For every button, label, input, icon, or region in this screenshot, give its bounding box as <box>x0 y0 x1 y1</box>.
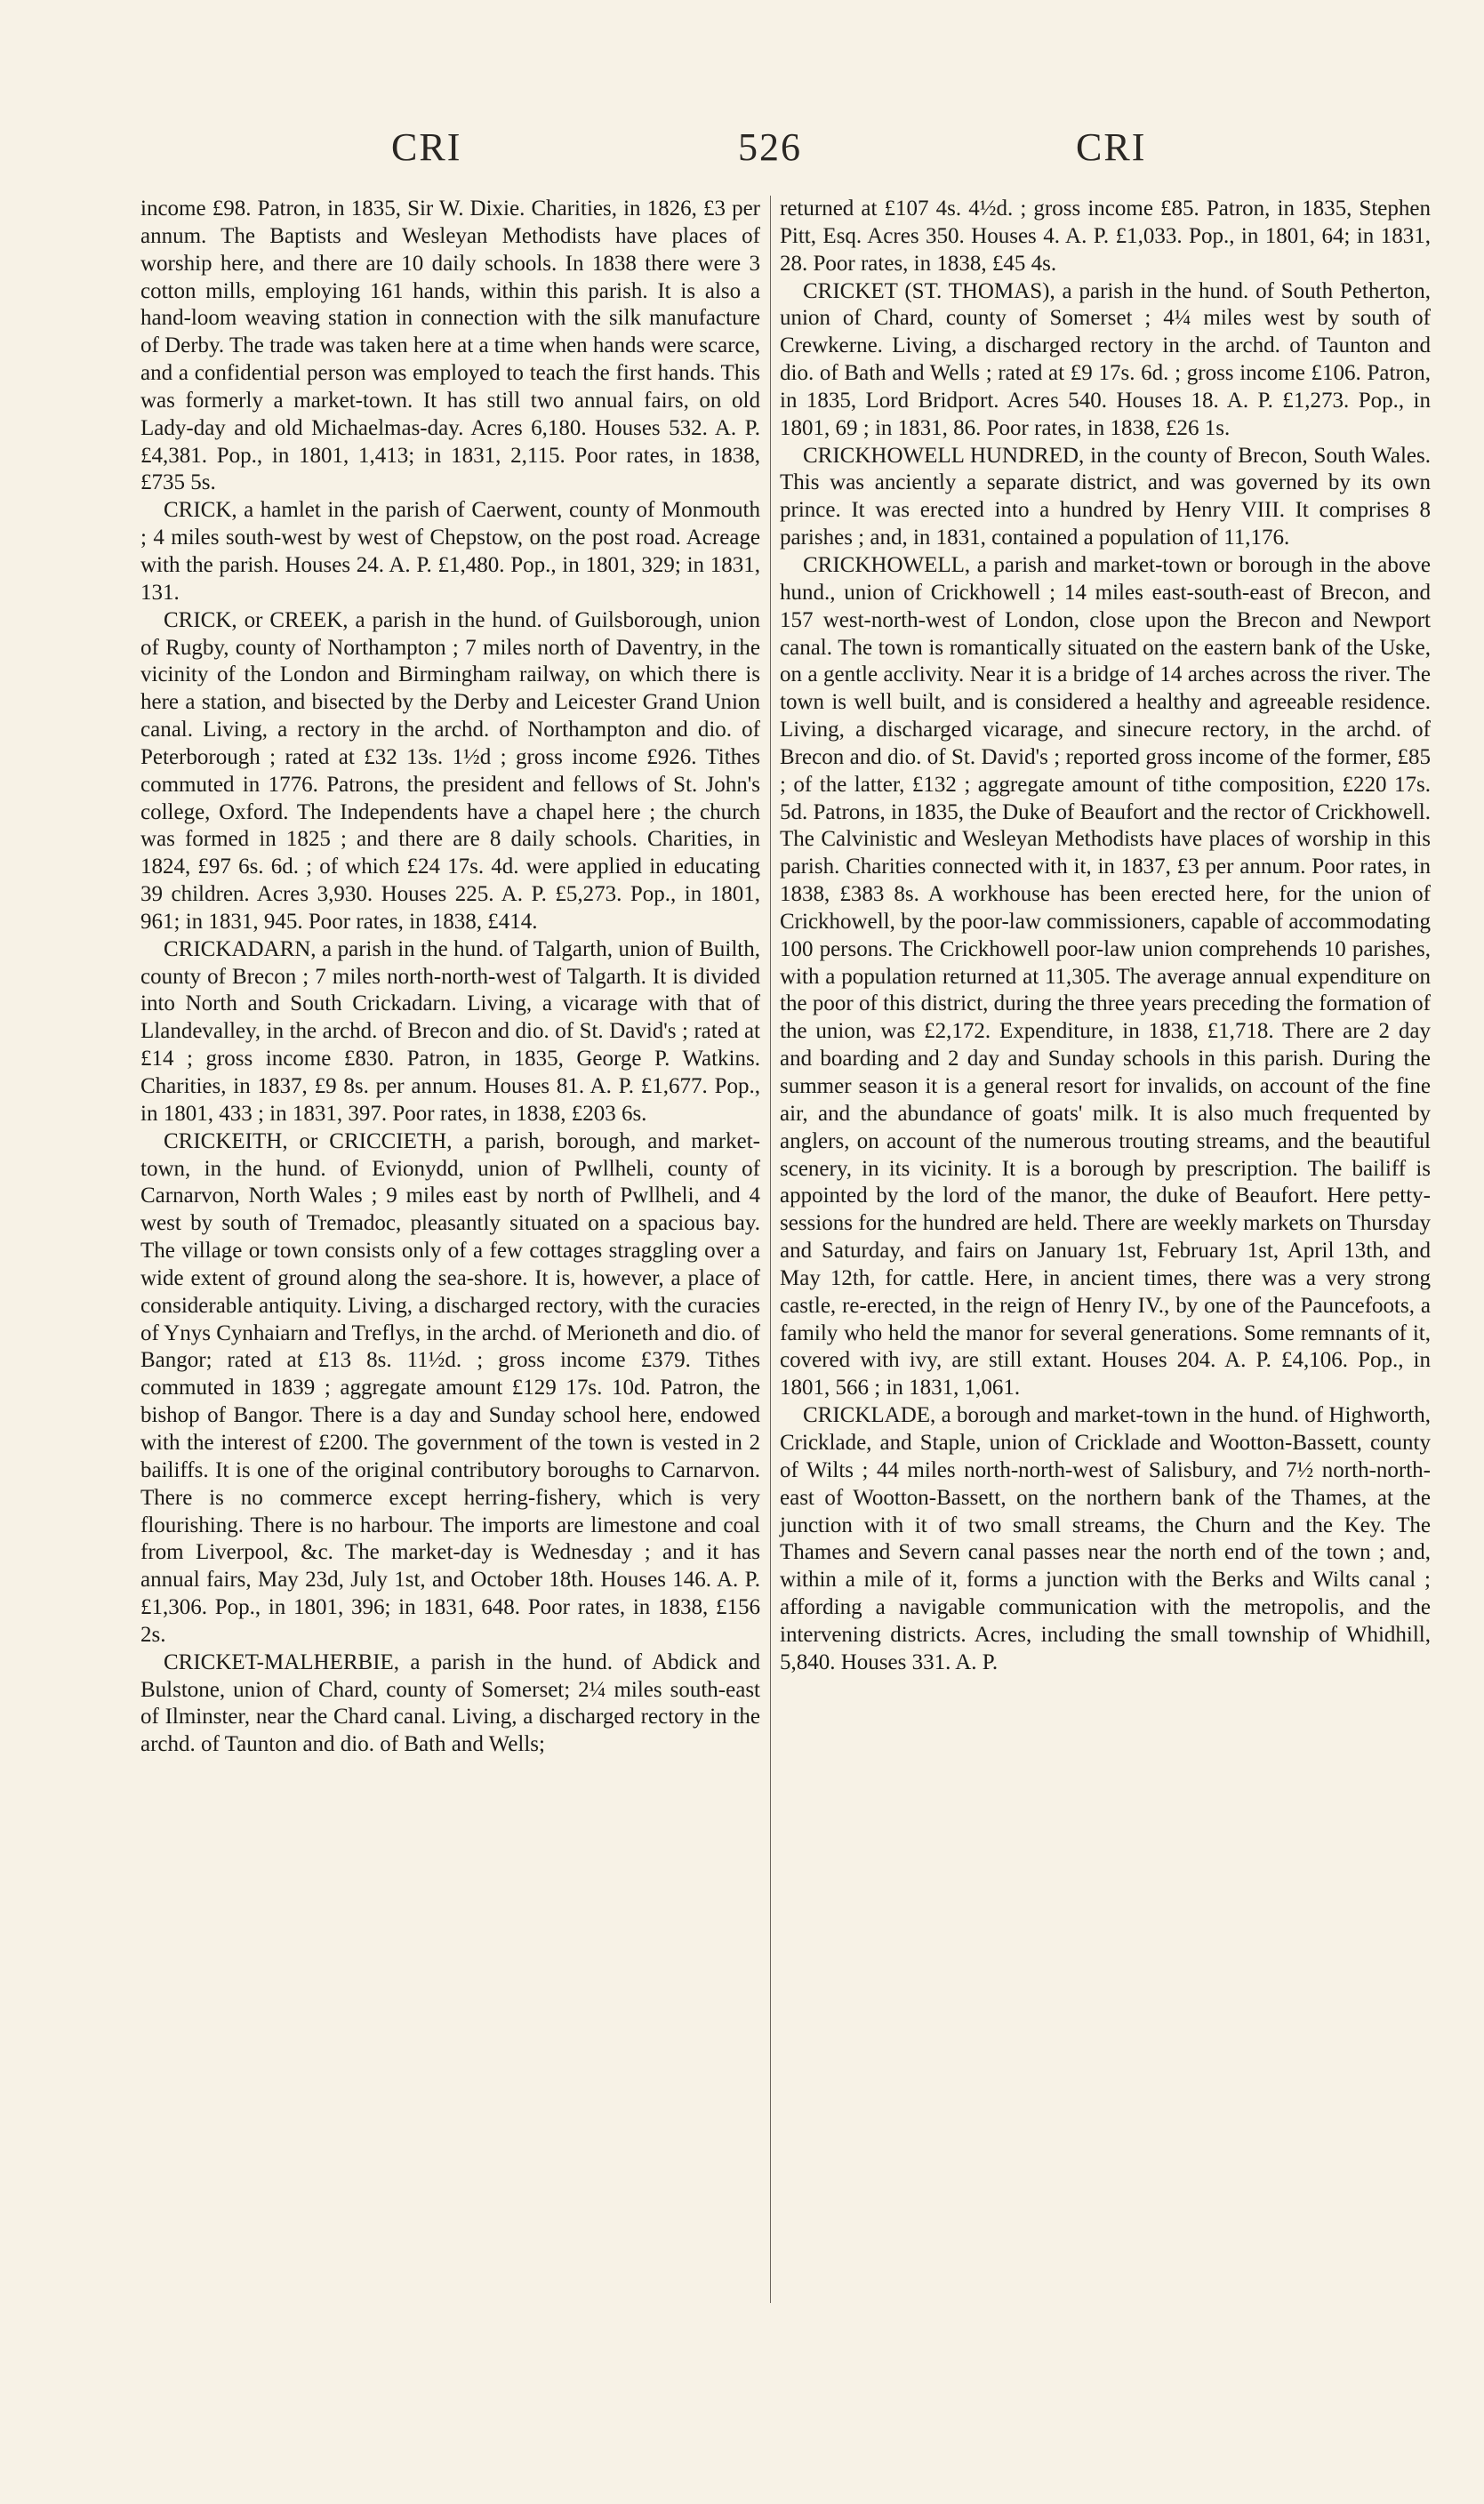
paragraph-continuation: income £98. Patron, in 1835, Sir W. Dixie. Charities, in 1826, £3 per annum. The Baptists and Wesleyan Methodists have places of worship here, and there are 10 daily schools. In 1838 there were 3 cotton mills, employing 161 hands, within this parish. It is also a hand-loom weaving station in connection with the silk manufacture of Derby. The trade was taken here at a time when hands were scarce, and a confidential person was employed to teach the first hands. This was formerly a market-town. It has still two annual fairs, on old Lady-day and old Michaelmas-day. Acres 6,180. Houses 532. A. P. £4,381. Pop., in 1801, 1,413; in 1831, 2,115. Poor rates, in 1838, £735 5s. <box>140 197 760 495</box>
entry-crickhowell-hundred: CRICKHOWELL HUNDRED, in the county of Brecon, South Wales. This was anciently a separate district, and was governed by its own prince. It was erected into a hundred by Henry VIII. It comprises 8 parishes ; and, in 1831, contained a population of 11,176. <box>780 443 1431 550</box>
entry-cricket-malherbie: CRICKET-MALHERBIE, a parish in the hund. of Abdick and Bulstone, union of Chard, county of Somerset; 2¼ miles south-east of Ilminster, near the Chard canal. Living, a discharged rectory in the archd. of Taunton and dio. of Bath and Wells; <box>140 1649 760 1757</box>
right-column <box>780 196 1431 1677</box>
column-divider <box>770 196 771 2303</box>
entry-crickadarn: CRICKADARN, a parish in the hund. of Talgarth, union of Builth, county of Brecon ; 7 miles north-north-west of Talgarth. It is divided into North and South Crickadarn. Living, a vicarage with that of Llandevalley, in the archd. of Brecon and dio. of St. David's ; rated at £14 ; gross income £830. Patron, in 1835, George P. Watkins. Charities, in 1837, £9 8s. per annum. Houses 81. A. P. £1,677. Pop., in 1801, 433 ; in 1831, 397. Poor rates, in 1838, £203 6s. <box>140 936 760 1126</box>
header-right-catchword: CRI <box>1076 125 1147 169</box>
left-column <box>140 196 760 1759</box>
header-left-catchword: CRI <box>391 125 462 169</box>
page-number: 526 <box>738 125 802 169</box>
entry-crick-hamlet: CRICK, a hamlet in the parish of Caerwent, county of Monmouth ; 4 miles south-west by west of Chepstow, on the post road. Acreage with the parish. Houses 24. A. P. £1,480. Pop., in 1801, 329; in 1831, 131. <box>140 498 760 605</box>
entry-crickhowell: CRICKHOWELL, a parish and market-town or borough in the above hund., union of Crickhowell ; 14 miles east-south-east of Brecon, and 157 west-north-west of London, close upon the Brecon and Newport canal. The town is romantically situated on the eastern bank of the Uske, on a gentle acclivity. Near it is a bridge of 14 arches across the river. The town is well built, and is considered a healthy and agreeable residence. Living, a discharged vicarage, and sinecure rectory, in the archd. of Brecon and dio. of St. David's ; reported gross income of the former, £85 ; of the latter, £132 ; aggregate amount of tithe composition, £220 17s. 5d. Patrons, in 1835, the Duke of Beaufort and the rector of Crickhowell. The Calvinistic and Wesleyan Methodists have places of worship in this parish. Charities connected with it, in 1837, £3 per annum. Poor rates, in 1838, £383 8s. A workhouse has been erected here, for the union of Crickhowell, by the poor-law commissioners, capable of accommodating 100 persons. The Crickhowell poor-law union comprehends 10 parishes, with a population returned at 11,305. The average annual expenditure on the poor of this district, during the three years preceding the formation of the union, was £2,172. Expenditure, in 1838, £1,718. There are 2 day and boarding and 2 day and Sunday schools in this parish. During the summer season it is a general resort for invalids, on account of the fine air, and the abundance of goats' milk. It is also much frequented by anglers, on account of the numerous trouting streams, and the beautiful scenery, in its vicinity. It is a borough by prescription. The bailiff is appointed by the lord of the manor, the duke of Beaufort. Here petty-sessions for the hundred are held. There are weekly markets on Thursday and Saturday, and fairs on January 1st, February 1st, April 13th, and May 12th, for cattle. Here, in ancient times, there was a very strong castle, re-erected, in the reign of Henry IV., by one of the Pauncefoots, a family who held the manor for several generations. Some remnants of it, covered with ivy, are still extant. Houses 204. A. P. £4,106. Pop., in 1801, 566 ; in 1831, 1,061. <box>780 552 1431 1400</box>
entry-cricklade: CRICKLADE, a borough and market-town in the hund. of Highworth, Cricklade, and Staple, union of Cricklade and Wootton-Bassett, county of Wilts ; 44 miles north-north-west of Salisbury, and 7½ north-north-east of Wootton-Bassett, on the northern bank of the Thames, at the junction with it of two small streams, the Churn and the Key. The Thames and Severn canal passes near the north end of the town ; and, within a mile of it, forms a junction with the Berks and Wilts canal ; affording a navigable communication with the metropolis, and the intervening districts. Acres, including the small township of Whidhill, 5,840. Houses 331. A. P. <box>780 1403 1431 1674</box>
entry-crickeith: CRICKEITH, or CRICCIETH, a parish, borough, and market-town, in the hund. of Evionydd, union of Pwllheli, county of Carnarvon, North Wales ; 9 miles east by north of Pwllheli, and 4 west by south of Tremadoc, pleasantly situated on a spacious bay. The village or town consists only of a few cottages straggling over a wide extent of ground along the sea-shore. It is, however, a place of considerable antiquity. Living, a discharged rectory, with the curacies of Ynys Cynhaiarn and Treflys, in the archd. of Merioneth and dio. of Bangor; rated at £13 8s. 11½d. ; gross income £379. Tithes commuted in 1839 ; aggregate amount £129 17s. 10d. Patron, the bishop of Bangor. There is a day and Sunday school here, endowed with the interest of £200. The government of the town is vested in 2 bailiffs. It is one of the original contributory boroughs to Carnarvon. There is no commerce except herring-fishery, which is very flourishing. There is no harbour. The imports are limestone and coal from Liverpool, &c. The market-day is Wednesday ; and it has annual fairs, May 23d, July 1st, and October 18th. Houses 146. A. P. £1,306. Pop., in 1801, 396; in 1831, 648. Poor rates, in 1838, £156 2s. <box>140 1128 760 1647</box>
running-header <box>0 124 1484 178</box>
paragraph-continuation: returned at £107 4s. 4½d. ; gross income £85. Patron, in 1835, Stephen Pitt, Esq. Acres 350. Houses 4. A. P. £1,033. Pop., in 1801, 64; in 1831, 28. Poor rates, in 1838, £45 4s. <box>780 197 1431 276</box>
entry-crick-parish: CRICK, or CREEK, a parish in the hund. of Guilsborough, union of Rugby, county of Northampton ; 7 miles north of Daventry, in the vicinity of the London and Birmingham railway, on which there is here a station, and bisected by the Derby and Leicester Grand Union canal. Living, a rectory in the archd. of Northampton and dio. of Peterborough ; rated at £32 13s. 1½d ; gross income £926. Tithes commuted in 1776. Patrons, the president and fellows of St. John's college, Oxford. The Independents have a chapel here ; the church was formed in 1825 ; and there are 8 daily schools. Charities, in 1824, £97 6s. 6d. ; of which £24 17s. 4d. were applied in educating 39 children. Acres 3,930. Houses 225. A. P. £5,273. Pop., in 1801, 961; in 1831, 945. Poor rates, in 1838, £414. <box>140 607 760 934</box>
entry-cricket-st-thomas: CRICKET (ST. THOMAS), a parish in the hund. of South Petherton, union of Chard, county of Somerset ; 4¼ miles west by south of Crewkerne. Living, a discharged rectory in the archd. of Taunton and dio. of Bath and Wells ; rated at £9 17s. 6d. ; gross income £106. Patron, in 1835, Lord Bridport. Acres 540. Houses 18. A. P. £1,273. Pop., in 1801, 69 ; in 1831, 86. Poor rates, in 1838, £26 1s. <box>780 278 1431 440</box>
